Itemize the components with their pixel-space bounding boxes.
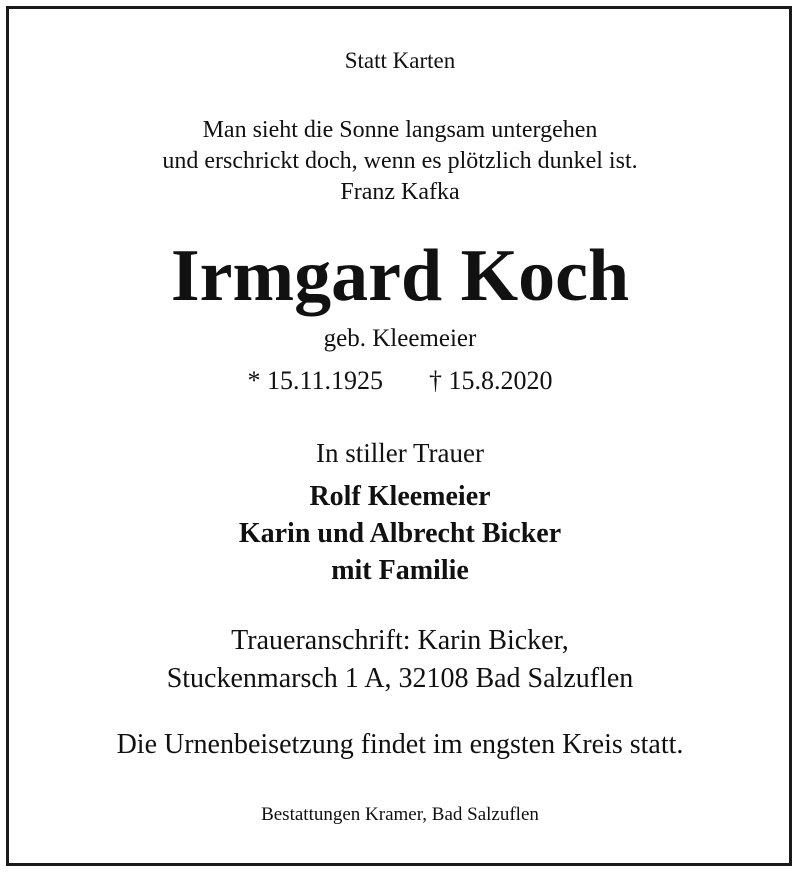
life-dates xyxy=(0,366,800,396)
birth-name: geb. Kleemeier xyxy=(323,325,477,352)
deceased-name: Irmgard Koch xyxy=(170,235,630,317)
quote-block xyxy=(0,115,800,208)
death-date: † 15.8.2020 xyxy=(429,366,553,395)
quote-author: Franz Kafka xyxy=(340,179,460,205)
mourners-list xyxy=(0,478,800,589)
burial-notice: Die Urnenbeisetzung findet im engsten Kreis statt. xyxy=(116,729,684,760)
mourning-intro: In stiller Trauer xyxy=(316,438,484,468)
mourning-address xyxy=(0,622,800,698)
birth-date: * 15.11.1925 xyxy=(247,366,384,395)
quote-line-1: Man sieht die Sonne langsam untergehen xyxy=(202,117,598,143)
header-label: Statt Karten xyxy=(344,48,456,73)
mourner-line: Karin und Albrecht Bicker xyxy=(238,518,562,549)
quote-line-2: und erschrickt doch, wenn es plötzlich dunkel ist. xyxy=(162,148,638,174)
address-line-2: Stuckenmarsch 1 A, 32108 Bad Salzuflen xyxy=(166,663,634,694)
address-line-1: Traueranschrift: Karin Bicker, xyxy=(231,625,569,656)
mourner-line: mit Familie xyxy=(331,555,469,586)
mourner-line: Rolf Kleemeier xyxy=(309,481,491,512)
undertaker-credit: Bestattungen Kramer, Bad Salzuflen xyxy=(261,804,539,825)
